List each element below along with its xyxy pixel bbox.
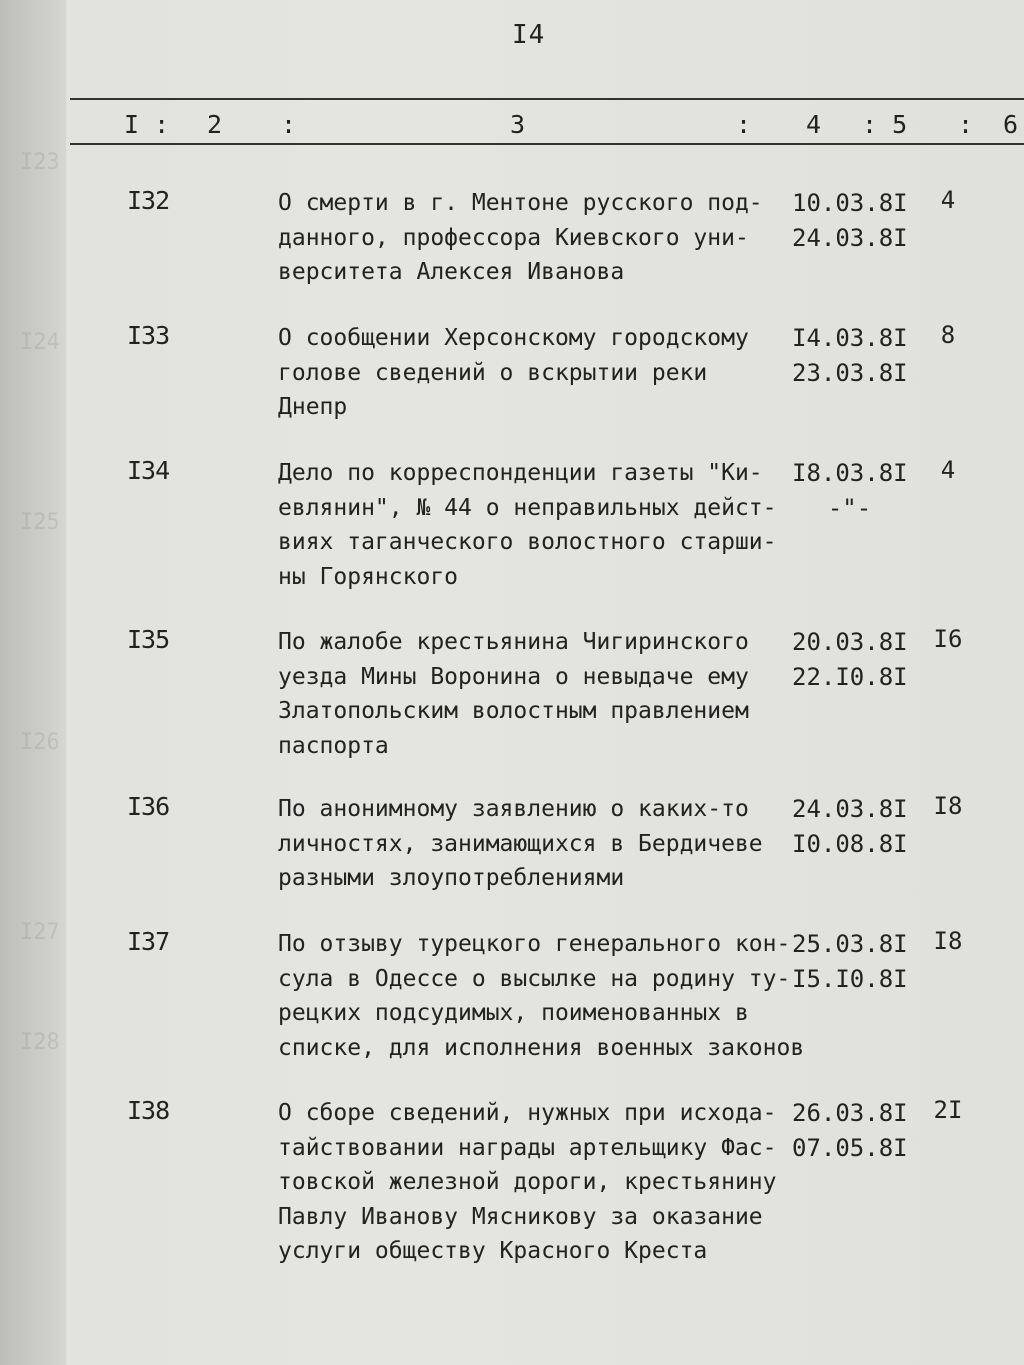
entry-pages: 4	[940, 186, 956, 214]
entry-pages: I8	[933, 792, 963, 820]
page-binding-edge	[0, 0, 66, 1365]
entry-title	[278, 186, 808, 290]
entry-pages: I8	[933, 927, 963, 955]
end-date: -"-	[827, 493, 872, 522]
header-col-3: 3	[510, 110, 526, 139]
title-line: По жалобе крестьянина Чигиринского	[278, 629, 749, 655]
start-date: 20.03.8I	[792, 628, 908, 656]
entry-dates	[792, 927, 907, 996]
header-rule-bottom	[70, 143, 1024, 145]
title-line: Златопольским волостным правлением	[278, 698, 749, 724]
bleed-mark: I23	[20, 150, 60, 175]
title-line: О сообщении Херсонскому городскому	[278, 325, 749, 351]
title-line: голове сведений о вскрытии реки	[278, 359, 708, 386]
bleed-mark: I24	[20, 330, 60, 355]
bleed-mark: I25	[20, 510, 60, 535]
header-col-1: I :	[124, 110, 170, 139]
start-date: 26.03.8I	[792, 1099, 908, 1127]
end-date: I5.I0.8I	[792, 964, 908, 993]
entry-dates	[792, 792, 907, 861]
title-line: О смерти в г. Ментоне русского под-	[278, 190, 763, 216]
entry-pages: I6	[933, 625, 963, 653]
start-date: 10.03.8I	[792, 189, 908, 217]
entry-pages: 2I	[933, 1096, 963, 1124]
title-line: Днепр	[278, 394, 348, 420]
end-date: 22.I0.8I	[792, 662, 908, 691]
entry-title	[278, 321, 808, 425]
title-line: товской железной дороги, крестьянину	[278, 1169, 777, 1195]
header-col-6: 6	[1003, 110, 1019, 139]
start-date: I8.03.8I	[792, 459, 908, 487]
title-line: личностях, занимающихся в Бердичеве	[278, 830, 763, 857]
entry-number: I34	[127, 456, 170, 485]
title-line: виях таганческого волостного старши-	[278, 529, 777, 555]
end-date: 24.03.8I	[792, 223, 908, 252]
entry-pages: 4	[940, 456, 956, 484]
entry-number: I35	[127, 625, 170, 654]
header-sep: :	[736, 110, 752, 139]
bleed-mark: I28	[20, 1030, 60, 1055]
title-line: услуги обществу Красного Креста	[278, 1238, 708, 1264]
entry-dates	[792, 1096, 907, 1165]
entry-number: I33	[127, 321, 170, 350]
entry-number: I37	[127, 927, 170, 956]
start-date: 24.03.8I	[792, 795, 908, 823]
title-line: евлянин", № 44 о неправильных дейст-	[278, 494, 777, 521]
bleed-mark: I26	[20, 730, 60, 755]
entry-number: I36	[127, 792, 170, 821]
title-line: О сборе сведений, нужных при исхода-	[278, 1100, 777, 1126]
title-line: По отзыву турецкого генерального кон-	[278, 931, 791, 957]
header-sep: :	[281, 110, 297, 139]
title-line: списке, для исполнения военных законов	[278, 1034, 805, 1061]
entry-dates	[792, 186, 907, 255]
end-date: 07.05.8I	[792, 1133, 908, 1162]
entry-title	[278, 792, 808, 896]
title-line: тайствовании награды артельщику Фас-	[278, 1134, 777, 1161]
header-rule-top	[70, 98, 1024, 100]
title-line: паспорта	[278, 732, 389, 759]
entry-dates	[792, 321, 907, 390]
bleed-mark: I27	[20, 920, 60, 945]
title-line: сула в Одессе о высылке на родину ту-	[278, 965, 791, 992]
start-date: 25.03.8I	[792, 930, 908, 958]
start-date: I4.03.8I	[792, 324, 908, 352]
title-line: Павлу Иванову Мясникову за оказание	[278, 1203, 763, 1230]
title-line: данного, профессора Киевского уни-	[278, 224, 749, 251]
end-date: 23.03.8I	[792, 358, 908, 387]
header-col-4: 4	[806, 110, 822, 139]
header-sep: :	[958, 110, 974, 139]
header-col-2: 2	[207, 110, 223, 139]
entry-number: I32	[127, 186, 170, 215]
entry-dates	[792, 625, 907, 694]
entry-title	[278, 625, 808, 763]
entry-title	[278, 456, 808, 594]
entry-title	[278, 927, 808, 1065]
page-number: I4	[512, 20, 546, 50]
title-line: разными злоупотреблениями	[278, 865, 625, 891]
title-line: верситета Алексея Иванова	[278, 259, 625, 285]
title-line: По анонимному заявлению о каких-то	[278, 796, 749, 822]
title-line: Дело по корреспонденции газеты "Ки-	[278, 460, 763, 486]
entry-number: I38	[127, 1096, 170, 1125]
title-line: ны Горянского	[278, 563, 459, 590]
entry-title	[278, 1096, 808, 1269]
title-line: рецких подсудимых, поименованных в	[278, 1000, 749, 1026]
end-date: I0.08.8I	[792, 829, 908, 858]
entry-dates	[792, 456, 907, 525]
title-line: уезда Мины Воронина о невыдаче ему	[278, 663, 749, 690]
header-col-5: : 5	[862, 110, 908, 139]
entry-pages: 8	[940, 321, 956, 349]
